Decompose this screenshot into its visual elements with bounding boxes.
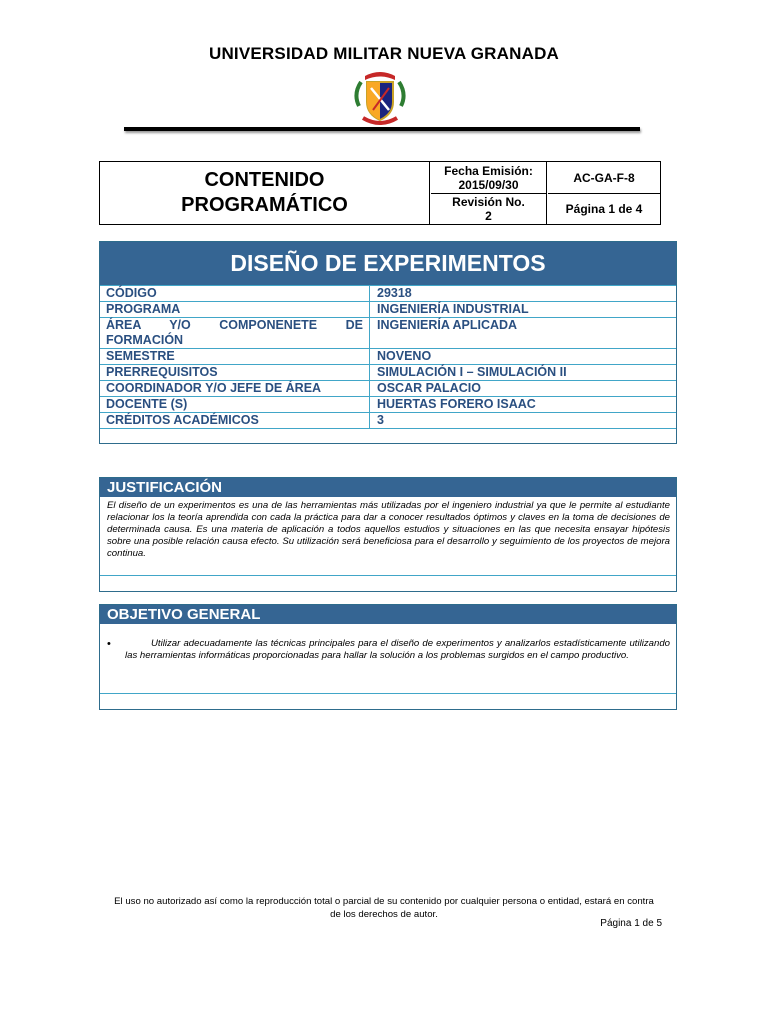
info-label: ÁREA Y/O COMPONENETE DE FORMACIÓN <box>100 318 370 348</box>
info-row <box>100 348 676 364</box>
objective-text: Utilizar adecuadamente las técnicas principales para el diseño de experimentos y analizarlos estadísticamente utilizando las herramientas informáticas proporcionadas para hallar la solución a los problemas surgidos en el campo productivo. <box>125 638 670 661</box>
document-type-line-2: PROGRAMÁTICO <box>181 194 348 216</box>
info-value: INGENIERÍA INDUSTRIAL <box>377 302 529 316</box>
course-info-table <box>99 241 677 444</box>
info-row <box>100 317 676 348</box>
info-value: 3 <box>377 413 384 427</box>
issue-date-value: 2015/09/30 <box>458 177 519 192</box>
general-objective-heading: OBJETIVO GENERAL <box>100 605 676 624</box>
info-value: HUERTAS FORERO ISAAC <box>377 397 536 411</box>
info-label: COORDINADOR Y/O JEFE DE ÁREA <box>100 381 370 396</box>
document-type-line-1: CONTENIDO <box>204 169 325 191</box>
form-code: AC-GA-F-8 <box>548 162 660 194</box>
info-value: INGENIERÍA APLICADA <box>377 318 518 332</box>
document-header-table <box>99 161 661 225</box>
info-value: NOVENO <box>377 349 432 363</box>
info-value: 29318 <box>377 286 412 300</box>
info-row <box>100 364 676 380</box>
objective-list-item <box>100 624 676 693</box>
info-label: CRÉDITOS ACADÉMICOS <box>100 413 370 428</box>
info-value: SIMULACIÓN I – SIMULACIÓN II <box>377 365 567 379</box>
blank-row <box>100 575 676 591</box>
revision-label: Revisión No. <box>452 195 525 209</box>
info-row <box>100 412 676 428</box>
revision-cell <box>431 194 547 224</box>
justification-text: El diseño de un experimentos es una de las herramientas más utilizadas por el ingeniero industrial ya que le permite al estudiante relacionar los la teoría aprendida con cada la práctica para dar a conocer resultados óptimos y claves en la toma de decisiones de determinada causa. Es una materia de aplicación a todos aquellos estudios y situaciones en las que necesita ensayar hipótesis sobre una posible relación causa efecto. Su utilización será beneficiosa para el desarrollo y seguimiento de los proyectos de mejora continua. <box>107 500 670 559</box>
issue-date-cell <box>431 162 547 194</box>
info-row <box>100 301 676 317</box>
blank-row <box>100 693 676 709</box>
header-divider <box>124 127 640 131</box>
info-value: OSCAR PALACIO <box>377 381 481 395</box>
course-title: DISEÑO DE EXPERIMENTOS <box>100 242 676 285</box>
university-title: UNIVERSIDAD MILITAR NUEVA GRANADA <box>208 44 560 63</box>
info-label: PRERREQUISITOS <box>100 365 370 380</box>
revision-value: 2 <box>485 209 492 223</box>
info-row <box>100 396 676 412</box>
document-type-title <box>100 162 430 224</box>
info-label: PROGRAMA <box>100 302 370 317</box>
general-objective-section <box>99 604 677 710</box>
info-label: SEMESTRE <box>100 349 370 364</box>
justification-section <box>99 477 677 592</box>
university-crest-icon <box>351 66 409 128</box>
copyright-notice: El uso no autorizado así como la reproducción total o parcial de su contenido por cualquier persona o entidad, estará en contra de los derechos de autor. <box>114 896 654 920</box>
info-label: CÓDIGO <box>100 286 370 301</box>
info-label: DOCENTE (S) <box>100 397 370 412</box>
info-row <box>100 285 676 301</box>
issue-date-label: Fecha Emisión: <box>444 163 533 178</box>
justification-heading: JUSTIFICACIÓN <box>100 478 676 497</box>
footer-page-number: Página 1 de 5 <box>600 918 662 929</box>
info-row <box>100 380 676 396</box>
bullet-icon: • <box>107 638 111 650</box>
header-page-number: Página 1 de 4 <box>565 202 643 216</box>
blank-row <box>100 428 676 443</box>
